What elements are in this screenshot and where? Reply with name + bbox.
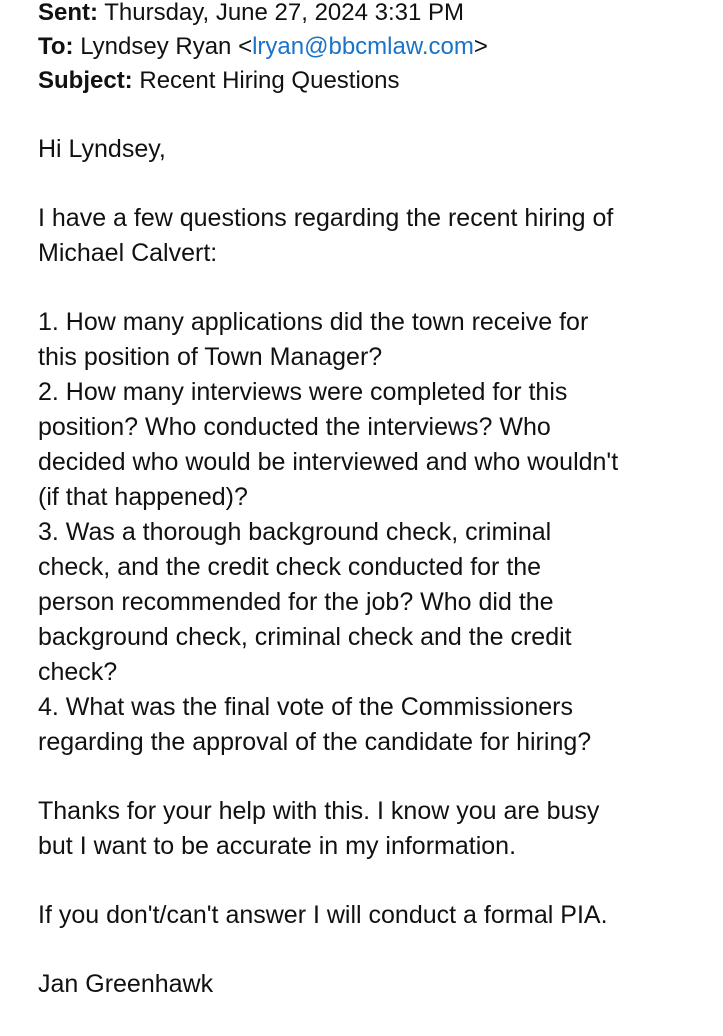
closing-line: If you don't/can't answer I will conduct a formal PIA. [38,901,608,929]
intro-line: Michael Calvert: [38,239,218,267]
to-close: > [473,33,488,60]
question-line: 1. How many applications did the town receive for [38,308,589,336]
to-label: To: [38,33,74,60]
email-body [38,132,708,1002]
thanks-line: Thanks for your help with this. I know you are busy [38,797,600,825]
question-line: (if that happened)? [38,483,248,511]
question-line: person recommended for the job? Who did the [38,588,554,616]
question-line: check? [38,658,118,686]
question-line: 2. How many interviews were completed for this [38,378,568,406]
subject-header [38,64,708,98]
to-name: Lyndsey Ryan < [80,33,253,60]
question-line: position? Who conducted the interviews? Who [38,413,551,441]
questions-paragraph [38,305,708,760]
subject-value: Recent Hiring Questions [139,67,400,94]
greeting-line: Hi Lyndsey, [38,135,166,163]
question-line: 3. Was a thorough background check, criminal [38,518,552,546]
intro-paragraph [38,201,708,271]
question-line: background check, criminal check and the credit [38,623,572,651]
question-line: 4. What was the final vote of the Commissioners [38,693,573,721]
question-line: regarding the approval of the candidate for hiring? [38,728,592,756]
signature-name: Jan Greenhawk [38,970,214,998]
question-line: decided who would be interviewed and who wouldn't [38,448,619,476]
signature [38,967,708,1002]
sent-header [38,0,708,30]
closing-paragraph [38,898,708,933]
subject-label: Subject: [38,67,133,94]
thanks-line: but I want to be accurate in my information. [38,832,517,860]
email-message [38,0,708,1036]
thanks-paragraph [38,794,708,864]
question-line: check, and the credit check conducted for the [38,553,542,581]
to-email-link[interactable]: lryan@bbcmlaw.com [252,33,474,60]
sent-value: Thursday, June 27, 2024 3:31 PM [104,0,465,26]
to-header [38,30,708,64]
question-line: this position of Town Manager? [38,343,383,371]
intro-line: I have a few questions regarding the recent hiring of [38,204,614,232]
sent-label: Sent: [38,0,98,26]
greeting [38,132,708,167]
